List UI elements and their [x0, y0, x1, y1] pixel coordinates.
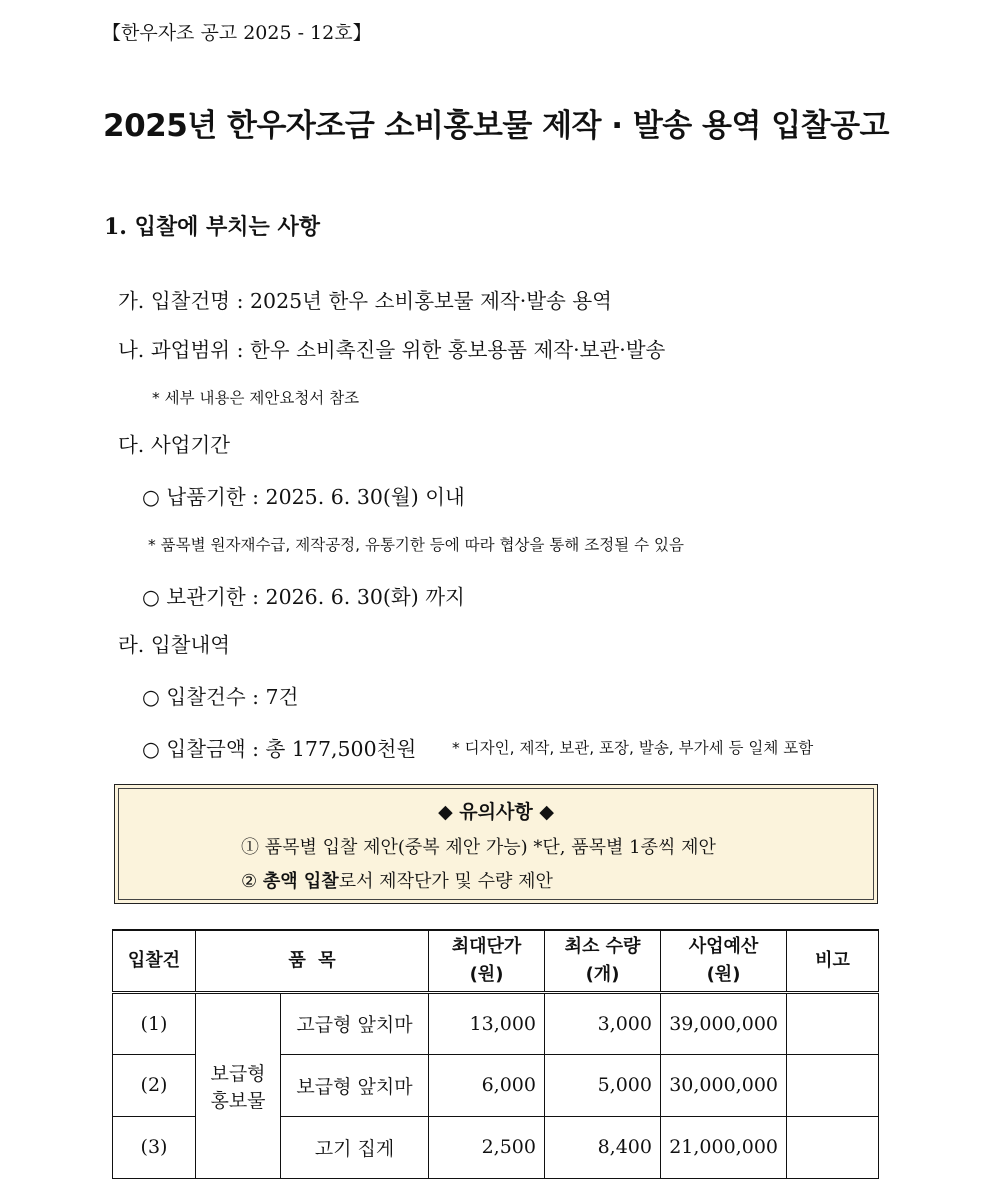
notice-box-title: ◆ 유의사항 ◆ — [438, 801, 554, 823]
row-min-qty: 3,000 — [545, 992, 661, 1054]
section-heading: 1. 입찰에 부치는 사항 — [104, 214, 320, 240]
row-item: 고기 집게 — [281, 1116, 429, 1178]
delivery-deadline: ○ 납품기한 : 2025. 6. 30(월) 이내 — [142, 485, 465, 509]
group-label: 보급형 홍보물 — [196, 992, 281, 1178]
header-item: 품 목 — [196, 930, 429, 992]
bid-name-line: 가. 입찰건명 : 2025년 한우 소비홍보물 제작·발송 용역 — [118, 289, 612, 313]
row-item: 보급형 앞치마 — [281, 1054, 429, 1116]
row-bid: (2) — [113, 1054, 196, 1116]
row-budget: 30,000,000 — [661, 1054, 787, 1116]
bid-table — [112, 929, 879, 1179]
row-remark — [787, 992, 879, 1054]
header-max-price: 최대단가 (원) — [429, 930, 545, 992]
row-bid: (1) — [113, 992, 196, 1054]
row-remark — [787, 1116, 879, 1178]
header-budget: 사업예산 (원) — [661, 930, 787, 992]
row-min-qty: 5,000 — [545, 1054, 661, 1116]
row-item: 고급형 앞치마 — [281, 992, 429, 1054]
period-heading: 다. 사업기간 — [118, 433, 231, 457]
table-row — [113, 992, 879, 1054]
row-max-price: 13,000 — [429, 992, 545, 1054]
scope-line: 나. 과업범위 : 한우 소비촉진을 위한 홍보용품 제작·보관·발송 — [118, 338, 666, 362]
bid-details-heading: 라. 입찰내역 — [118, 633, 231, 657]
row-budget: 39,000,000 — [661, 992, 787, 1054]
header-bid: 입찰건 — [113, 930, 196, 992]
bid-amount-note: * 디자인, 제작, 보관, 포장, 발송, 부가세 등 일체 포함 — [452, 739, 814, 757]
page-title: 2025년 한우자조금 소비홍보물 제작 · 발송 용역 입찰공고 — [103, 108, 889, 144]
scope-note: * 세부 내용은 제안요청서 참조 — [152, 389, 360, 407]
notice-number: 【한우자조 공고 2025 - 12호】 — [102, 22, 372, 44]
bid-count: ○ 입찰건수 : 7건 — [142, 685, 299, 709]
notice-line-1: ① 품목별 입찰 제안(중복 제안 가능) *단, 품목별 1종씩 제안 — [241, 837, 716, 858]
notice-line-2: ② 총액 입찰로서 제작단가 및 수량 제안 — [241, 871, 553, 892]
delivery-note: * 품목별 원자재수급, 제작공정, 유통기한 등에 따라 협상을 통해 조정될 수 있음 — [148, 536, 684, 554]
row-max-price: 6,000 — [429, 1054, 545, 1116]
row-max-price: 2,500 — [429, 1116, 545, 1178]
header-min-qty: 최소 수량 (개) — [545, 930, 661, 992]
header-remark: 비고 — [787, 930, 879, 992]
row-min-qty: 8,400 — [545, 1116, 661, 1178]
notice-box — [114, 784, 878, 904]
bid-amount: ○ 입찰금액 : 총 177,500천원 — [142, 737, 417, 761]
storage-deadline: ○ 보관기한 : 2026. 6. 30(화) 까지 — [142, 585, 465, 609]
row-bid: (3) — [113, 1116, 196, 1178]
row-remark — [787, 1054, 879, 1116]
row-budget: 21,000,000 — [661, 1116, 787, 1178]
